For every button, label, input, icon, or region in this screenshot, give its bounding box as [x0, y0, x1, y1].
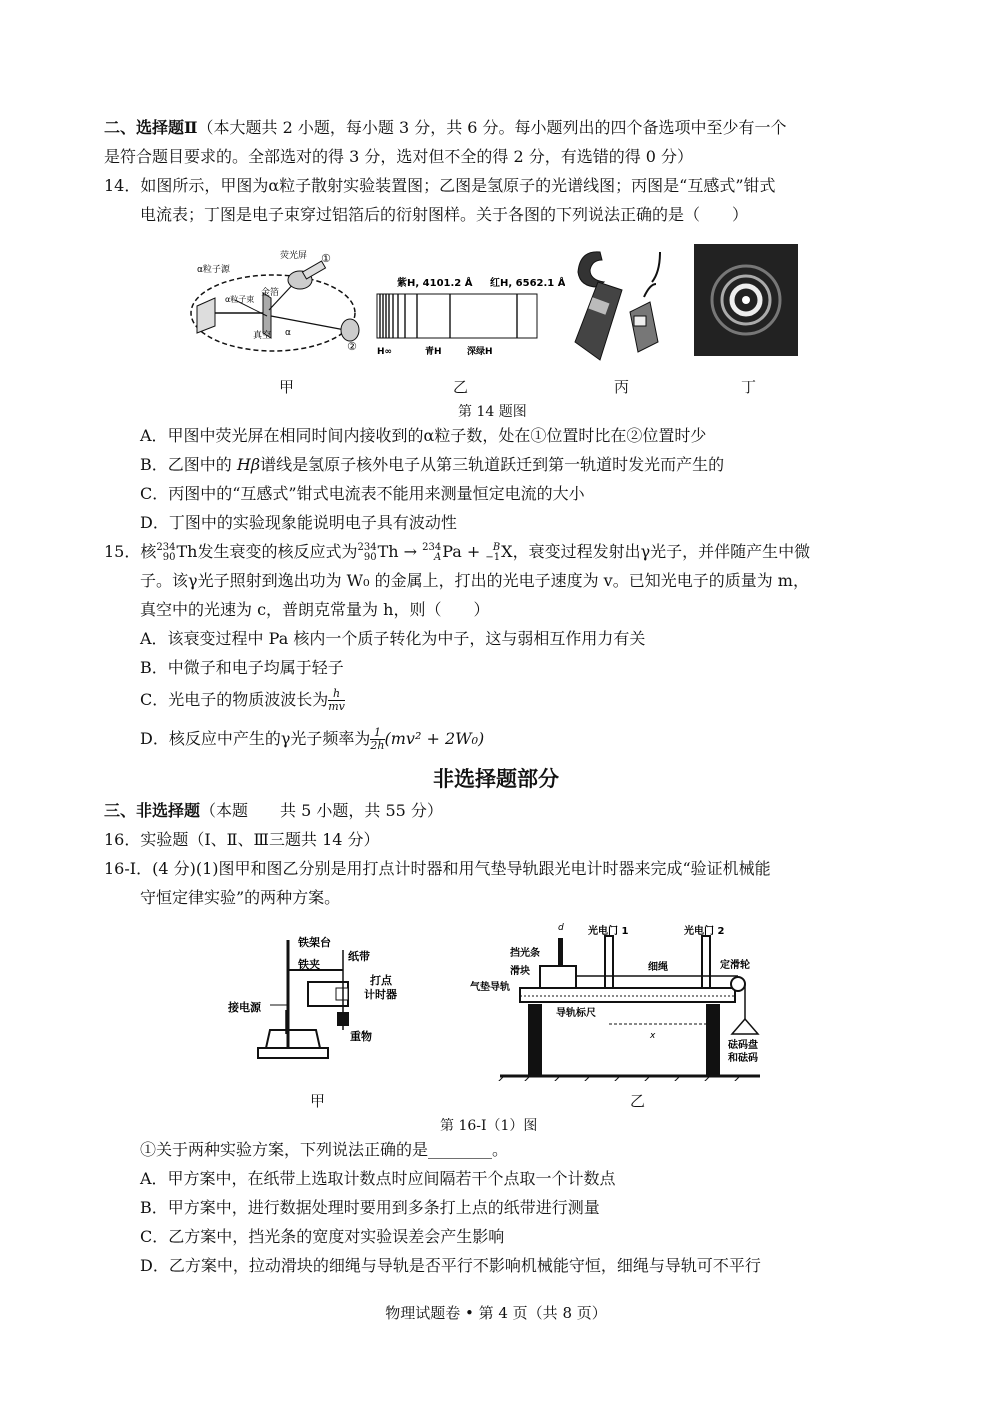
label-pos2: ② [347, 340, 357, 353]
label-gate1: 光电门 1 [588, 926, 629, 937]
pulley [731, 977, 745, 991]
label-bluegreen: 深绿H [467, 347, 493, 357]
label-timer-2: 计时器 [364, 988, 397, 1001]
label-pulley: 定滑轮 [720, 960, 750, 971]
label-gate2: 光电门 2 [684, 926, 725, 937]
alpha-source-box [197, 298, 215, 333]
section2-intro-1: （本大题共 2 小题，每小题 3 分，共 6 分。每小题列出的四个备选项中至少有一个 [197, 118, 787, 137]
air-track-figure [470, 916, 770, 1081]
section2-line1 [104, 116, 787, 140]
q15-stem-3: 真空中的光速为 c，普朗克常量为 h，则（ ） [140, 600, 490, 619]
photogate-1 [605, 936, 613, 988]
label-red: 红H, 6562.1 Å [490, 278, 565, 289]
fig-yi-label: 乙 [453, 378, 469, 396]
fig-ding-label: 丁 [741, 378, 757, 396]
q16-option-a: A．甲方案中，在纸带上选取计数点时应间隔若干个点取一个计数点 [140, 1169, 616, 1188]
q16-question-1: ①关于两种实验方案，下列说法正确的是________。 [140, 1140, 509, 1159]
label-h-inf: H∞ [377, 347, 393, 357]
air-track [520, 988, 735, 1002]
screen-position-2 [341, 319, 359, 341]
label-pos1: ① [321, 252, 331, 265]
label-blue: 青H [425, 347, 442, 357]
section2-intro-2: 是符合题目要求的。全部选对的得 3 分，选对但不全的得 2 分，有选错的得 0 分） [104, 147, 694, 166]
q14-caption: 第 14 题图 [458, 404, 527, 420]
label-x: x [650, 1031, 656, 1041]
page-footer: 物理试题卷 • 第 4 页（共 8 页） [385, 1304, 607, 1322]
label-strip: 挡光条 [510, 948, 540, 959]
label-power: 接电源 [228, 1001, 261, 1014]
clamp-meter-figure [560, 242, 670, 367]
label-violet: 紫H, 4101.2 Å [397, 278, 473, 289]
label-d: d [558, 923, 564, 933]
q15-option-c: C．光电子的物质波波长为 $\frac{h}{mv}$ [140, 687, 345, 713]
q16-option-b: B．甲方案中，进行数据处理时要用到多条打上点的纸带进行测量 [140, 1198, 600, 1217]
label-rope: 细绳 [648, 962, 668, 973]
h-beta-symbol: Hβ [236, 455, 261, 474]
fig16-jia-label: 甲 [310, 1092, 326, 1110]
section3-line: 三、非选择题（本题 共 5 小题，共 55 分） [104, 801, 443, 820]
slider [540, 966, 576, 988]
label-pan-2: 和砝码 [728, 1053, 758, 1064]
alpha-scattering-figure [185, 238, 365, 363]
label-track: 气垫导轨 [470, 982, 510, 993]
q16-option-c: C．乙方案中，挡光条的宽度对实验误差会产生影响 [140, 1227, 505, 1246]
ticker-timer-figure [228, 930, 418, 1070]
label-clamp: 铁夹 [298, 958, 320, 971]
q14-stem-2: 电流表；丁图是电子束穿过铝箔后的衍射图样。关于各图的下列说法正确的是（ ） [140, 205, 749, 224]
fig16-yi-label: 乙 [630, 1092, 646, 1110]
q16-sub-2: 守恒定律实验”的两种方案。 [140, 888, 341, 907]
label-timer-1: 打点 [370, 974, 392, 987]
q14-option-c: C．丙图中的“互感式”钳式电流表不能用来测量恒定电流的大小 [140, 484, 585, 503]
hydrogen-spectrum-figure [375, 268, 565, 364]
q16-line: 16．实验题（Ⅰ、Ⅱ、Ⅲ三题共 14 分） [104, 830, 380, 849]
photogate-2 [702, 936, 710, 988]
label-ruler: 导轨标尺 [556, 1008, 596, 1019]
label-beam: α粒子束 [225, 295, 255, 304]
label-alpha-source: α粒子源 [197, 265, 230, 275]
clamp-meter-body [575, 282, 622, 360]
q15-option-b: B．中微子和电子均属于轻子 [140, 658, 344, 677]
q15-stem-2: 子。该γ光子照射到逸出功为 W₀ 的金属上，打出的光电子速度为 v。已知光电子的质量为 m， [140, 571, 809, 590]
label-slider: 滑块 [510, 966, 530, 977]
q16-sub-1: 16-Ⅰ．(4 分)(1)图甲和图乙分别是用打点计时器和用气垫导轨跟光电计时器来完成“验证机械能 [104, 859, 771, 878]
label-weight: 重物 [350, 1030, 372, 1043]
label-screen: 荧光屏 [280, 251, 308, 261]
label-alpha: α [285, 328, 291, 338]
q14-option-a: A．甲图中荧光屏在相同时间内接收到的α粒子数，处在①位置时比在②位置时少 [140, 426, 707, 445]
q15-option-a: A．该衰变过程中 Pa 核内一个质子转化为中子，这与弱相互作用力有关 [140, 629, 646, 648]
fig-jia-label: 甲 [279, 378, 295, 396]
q14-stem-1: 14．如图所示，甲图为α粒子散射实验装置图；乙图是氢原子的光谱线图；丙图是“互感式”钳式 [104, 176, 776, 195]
fig-bing-label: 丙 [614, 378, 630, 396]
q14-option-d: D．丁图中的实验现象能说明电子具有波动性 [140, 513, 457, 532]
label-vacuum: 真空 [253, 331, 272, 341]
label-tape: 纸带 [348, 950, 370, 963]
section-title: 非选择题部分 [433, 767, 559, 791]
diffraction-figure [694, 244, 798, 356]
q15-option-d: D．核反应中产生的γ光子频率为 $\frac{1}{2h}$ (mv² + 2W₀) [140, 726, 485, 752]
label-stand: 铁架台 [298, 936, 331, 949]
section2-heading: 二、选择题Ⅱ [104, 118, 198, 137]
q16-option-d: D．乙方案中，拉动滑块的细绳与导轨是否平行不影响机械能守恒，细绳与导轨可不平行 [140, 1256, 761, 1275]
q15-stem-1: 15．核 234 90 Th发生衰变的核反应式为 234 90 Th → 234 A Pa + B −1 X，衰变过程发射出γ光子，并伴随产生中微 [104, 541, 811, 563]
q14-option-b: B．乙图中的 Hβ谱线是氢原子核外电子从第三轨道跃迁到第一轨道时发光而产生的 [140, 455, 725, 474]
q16-caption: 第 16-Ⅰ（1）图 [440, 1118, 538, 1134]
label-pan-1: 砝码盘 [728, 1040, 758, 1051]
label-foil: 金箔 [261, 288, 280, 298]
